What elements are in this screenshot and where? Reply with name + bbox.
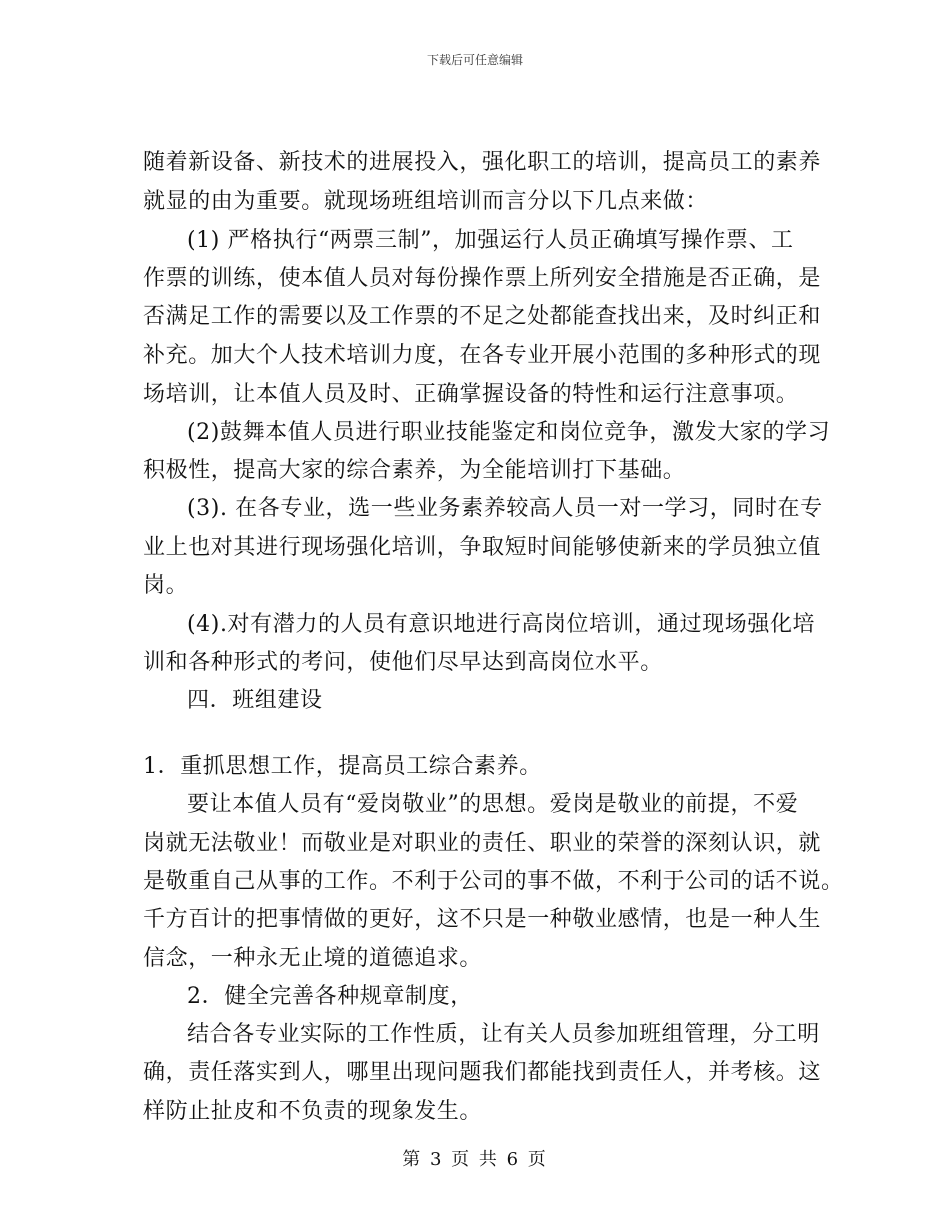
paragraph-line: 要让本值人员有“爱岗敬业”的思想。爱岗是敬业的前提，不爱 xyxy=(187,792,799,817)
paragraph-line: 岗。 xyxy=(143,573,189,598)
paragraph-line: 随着新设备、新技术的进展投入，强化职工的培训，提高员工的素养 xyxy=(143,150,822,175)
section-heading: 四．班组建设 xyxy=(187,688,323,713)
paragraph-line: 是敬重自己从事的工作。不利于公司的事不做，不利于公司的话不说。 xyxy=(143,869,844,894)
page-number-footer: 第 3 页 共 6 页 xyxy=(402,1149,548,1170)
subsection-heading: 2．健全完善各种规章制度， xyxy=(187,984,473,1009)
subsection-heading: 1．重抓思想工作，提高员工综合素养。 xyxy=(143,754,542,779)
paragraph-line: 样防止扯皮和不负责的现象发生。 xyxy=(143,1099,483,1124)
paragraph-line: (3). 在各专业，选一些业务素养较高人员一对一学习，同时在专 xyxy=(187,496,823,521)
paragraph-line: 就显的由为重要。就现场班组培训而言分以下几点来做： xyxy=(143,189,709,214)
paragraph-line: 补充。加大个人技术培训力度，在各专业开展小范围的多种形式的现 xyxy=(143,343,822,368)
paragraph-line: (2)鼓舞本值人员进行职业技能鉴定和岗位竞争，激发大家的学习 xyxy=(187,420,831,445)
paragraph-line: 作票的训练，使本值人员对每份操作票上所列安全措施是否正确，是 xyxy=(143,266,822,291)
paragraph-line: 岗就无法敬业！而敬业是对职业的责任、职业的荣誉的深刻认识，就 xyxy=(143,831,822,856)
paragraph-line: 结合各专业实际的工作性质，让有关人员参加班组管理，分工明 xyxy=(187,1022,820,1047)
paragraph-line: 信念，一种永无止境的道德追求。 xyxy=(143,946,483,971)
paragraph-line: (1) 严格执行“两票三制”，加强运行人员正确填写操作票、工 xyxy=(187,228,794,253)
paragraph-line: (4).对有潜力的人员有意识地进行高岗位培训，通过现场强化培 xyxy=(187,612,816,637)
paragraph-line: 训和各种形式的考问，使他们尽早达到高岗位水平。 xyxy=(143,650,663,675)
paragraph-line: 确，责任落实到人，哪里出现问题我们都能找到责任人，并考核。这 xyxy=(143,1060,822,1085)
paragraph-line: 千方百计的把事情做的更好，这不只是一种敬业感情，也是一种人生 xyxy=(143,907,822,932)
paragraph-line: 业上也对其进行现场强化培训，争取短时间能够使新来的学员独立值 xyxy=(143,535,822,560)
page-header: 下载后可任意编辑 xyxy=(426,53,523,67)
paragraph-line: 场培训，让本值人员及时、正确掌握设备的特性和运行注意事项。 xyxy=(143,382,799,407)
paragraph-line: 积极性，提高大家的综合素养，为全能培训打下基础。 xyxy=(143,458,686,483)
paragraph-line: 否满足工作的需要以及工作票的不足之处都能查找出来，及时纠正和 xyxy=(143,304,822,329)
